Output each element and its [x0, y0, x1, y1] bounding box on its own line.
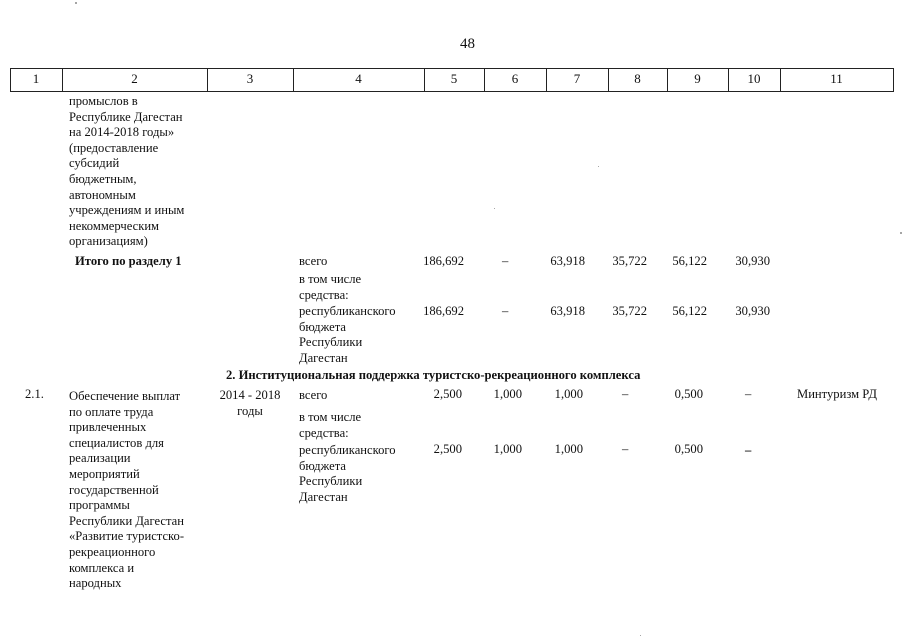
scan-speck — [640, 635, 641, 636]
row-2-1-source-col8: – — [622, 442, 629, 456]
row-2-1-source-col5: 2,500 — [433, 442, 462, 456]
column-header-4: 4 — [355, 71, 362, 86]
section1-total-kind: всего — [299, 254, 328, 268]
row-2-1-executor: Минтуризм РД — [797, 387, 877, 401]
section2-title: 2. Институциональная поддержка туристско-рекреационного комплекса — [226, 368, 641, 382]
row-2-1-source-col7: 1,000 — [554, 442, 583, 456]
scan-speck — [900, 232, 902, 234]
column-header-5: 5 — [450, 71, 458, 86]
column-header-6: 6 — [511, 71, 519, 86]
column-header-11: 11 — [830, 71, 843, 86]
page-number: 48 — [460, 36, 475, 52]
section1-total-col7: 63,918 — [550, 254, 585, 268]
row-2-1-name: Обеспечение выплат по оплате труда привлеченных специалистов для реализации мероприятий государственной программы Республики Дагестан «Развитие туристско- рекреационного комплекса и народных — [69, 389, 185, 591]
row-2-1-source-col9: 0,500 — [674, 442, 703, 456]
row-2-1-total-col5: 2,500 — [433, 387, 462, 401]
scan-speck — [75, 2, 77, 4]
row-2-1-total-col9: 0,500 — [674, 387, 703, 401]
column-header-1: 1 — [32, 71, 40, 86]
section1-total-col8: 35,722 — [612, 254, 647, 268]
section1-total-col10: 30,930 — [735, 254, 770, 268]
section1-source-col8: 35,722 — [612, 304, 647, 318]
row-2-1-total-col8: – — [622, 387, 629, 401]
column-header-7: 7 — [573, 71, 581, 86]
row-2-1-period: 2014 - 2018 годы — [219, 388, 281, 418]
continued-activity-name: промыслов в Республике Дагестан на 2014-2018 годы» (предоставление субсидий бюджетным, автономным учреждениям и иным некоммерческим организациям) — [69, 94, 185, 249]
table-header-row — [10, 68, 894, 92]
section1-source-col6: – — [502, 304, 509, 318]
scan-speck — [598, 166, 599, 167]
section1-total-col6: – — [502, 254, 509, 268]
row-2-1-source-col6: 1,000 — [493, 442, 522, 456]
section1-including-label: в том числе средства: — [299, 272, 362, 302]
row-2-1-total-col6: 1,000 — [493, 387, 522, 401]
section1-total-col9: 56,122 — [672, 254, 707, 268]
row-2-1-total-kind: всего — [299, 388, 328, 402]
section1-total-label: Итого по разделу 1 — [75, 254, 182, 268]
column-header-3: 3 — [246, 71, 254, 86]
section1-source-col7: 63,918 — [550, 304, 585, 318]
row-2-1-including-label: в том числе средства: — [299, 410, 362, 440]
row-2-1-source-col10: – — [745, 443, 752, 457]
column-header-9: 9 — [694, 71, 701, 86]
row-2-1-source-label: республиканского бюджета Республики Дагестан — [299, 443, 396, 504]
section1-total-col5: 186,692 — [423, 254, 464, 268]
section1-source-col10: 30,930 — [735, 304, 770, 318]
section1-source-label: республиканского бюджета Республики Дагестан — [299, 304, 396, 365]
row-2-1-number: 2.1. — [25, 387, 44, 401]
scan-speck — [494, 208, 495, 209]
section1-source-col5: 186,692 — [423, 304, 464, 318]
row-2-1-total-col10: – — [745, 387, 752, 401]
row-2-1-total-col7: 1,000 — [554, 387, 583, 401]
column-header-8: 8 — [634, 71, 641, 86]
column-header-10: 10 — [747, 71, 761, 86]
column-header-2: 2 — [131, 71, 138, 86]
section1-source-col9: 56,122 — [672, 304, 707, 318]
